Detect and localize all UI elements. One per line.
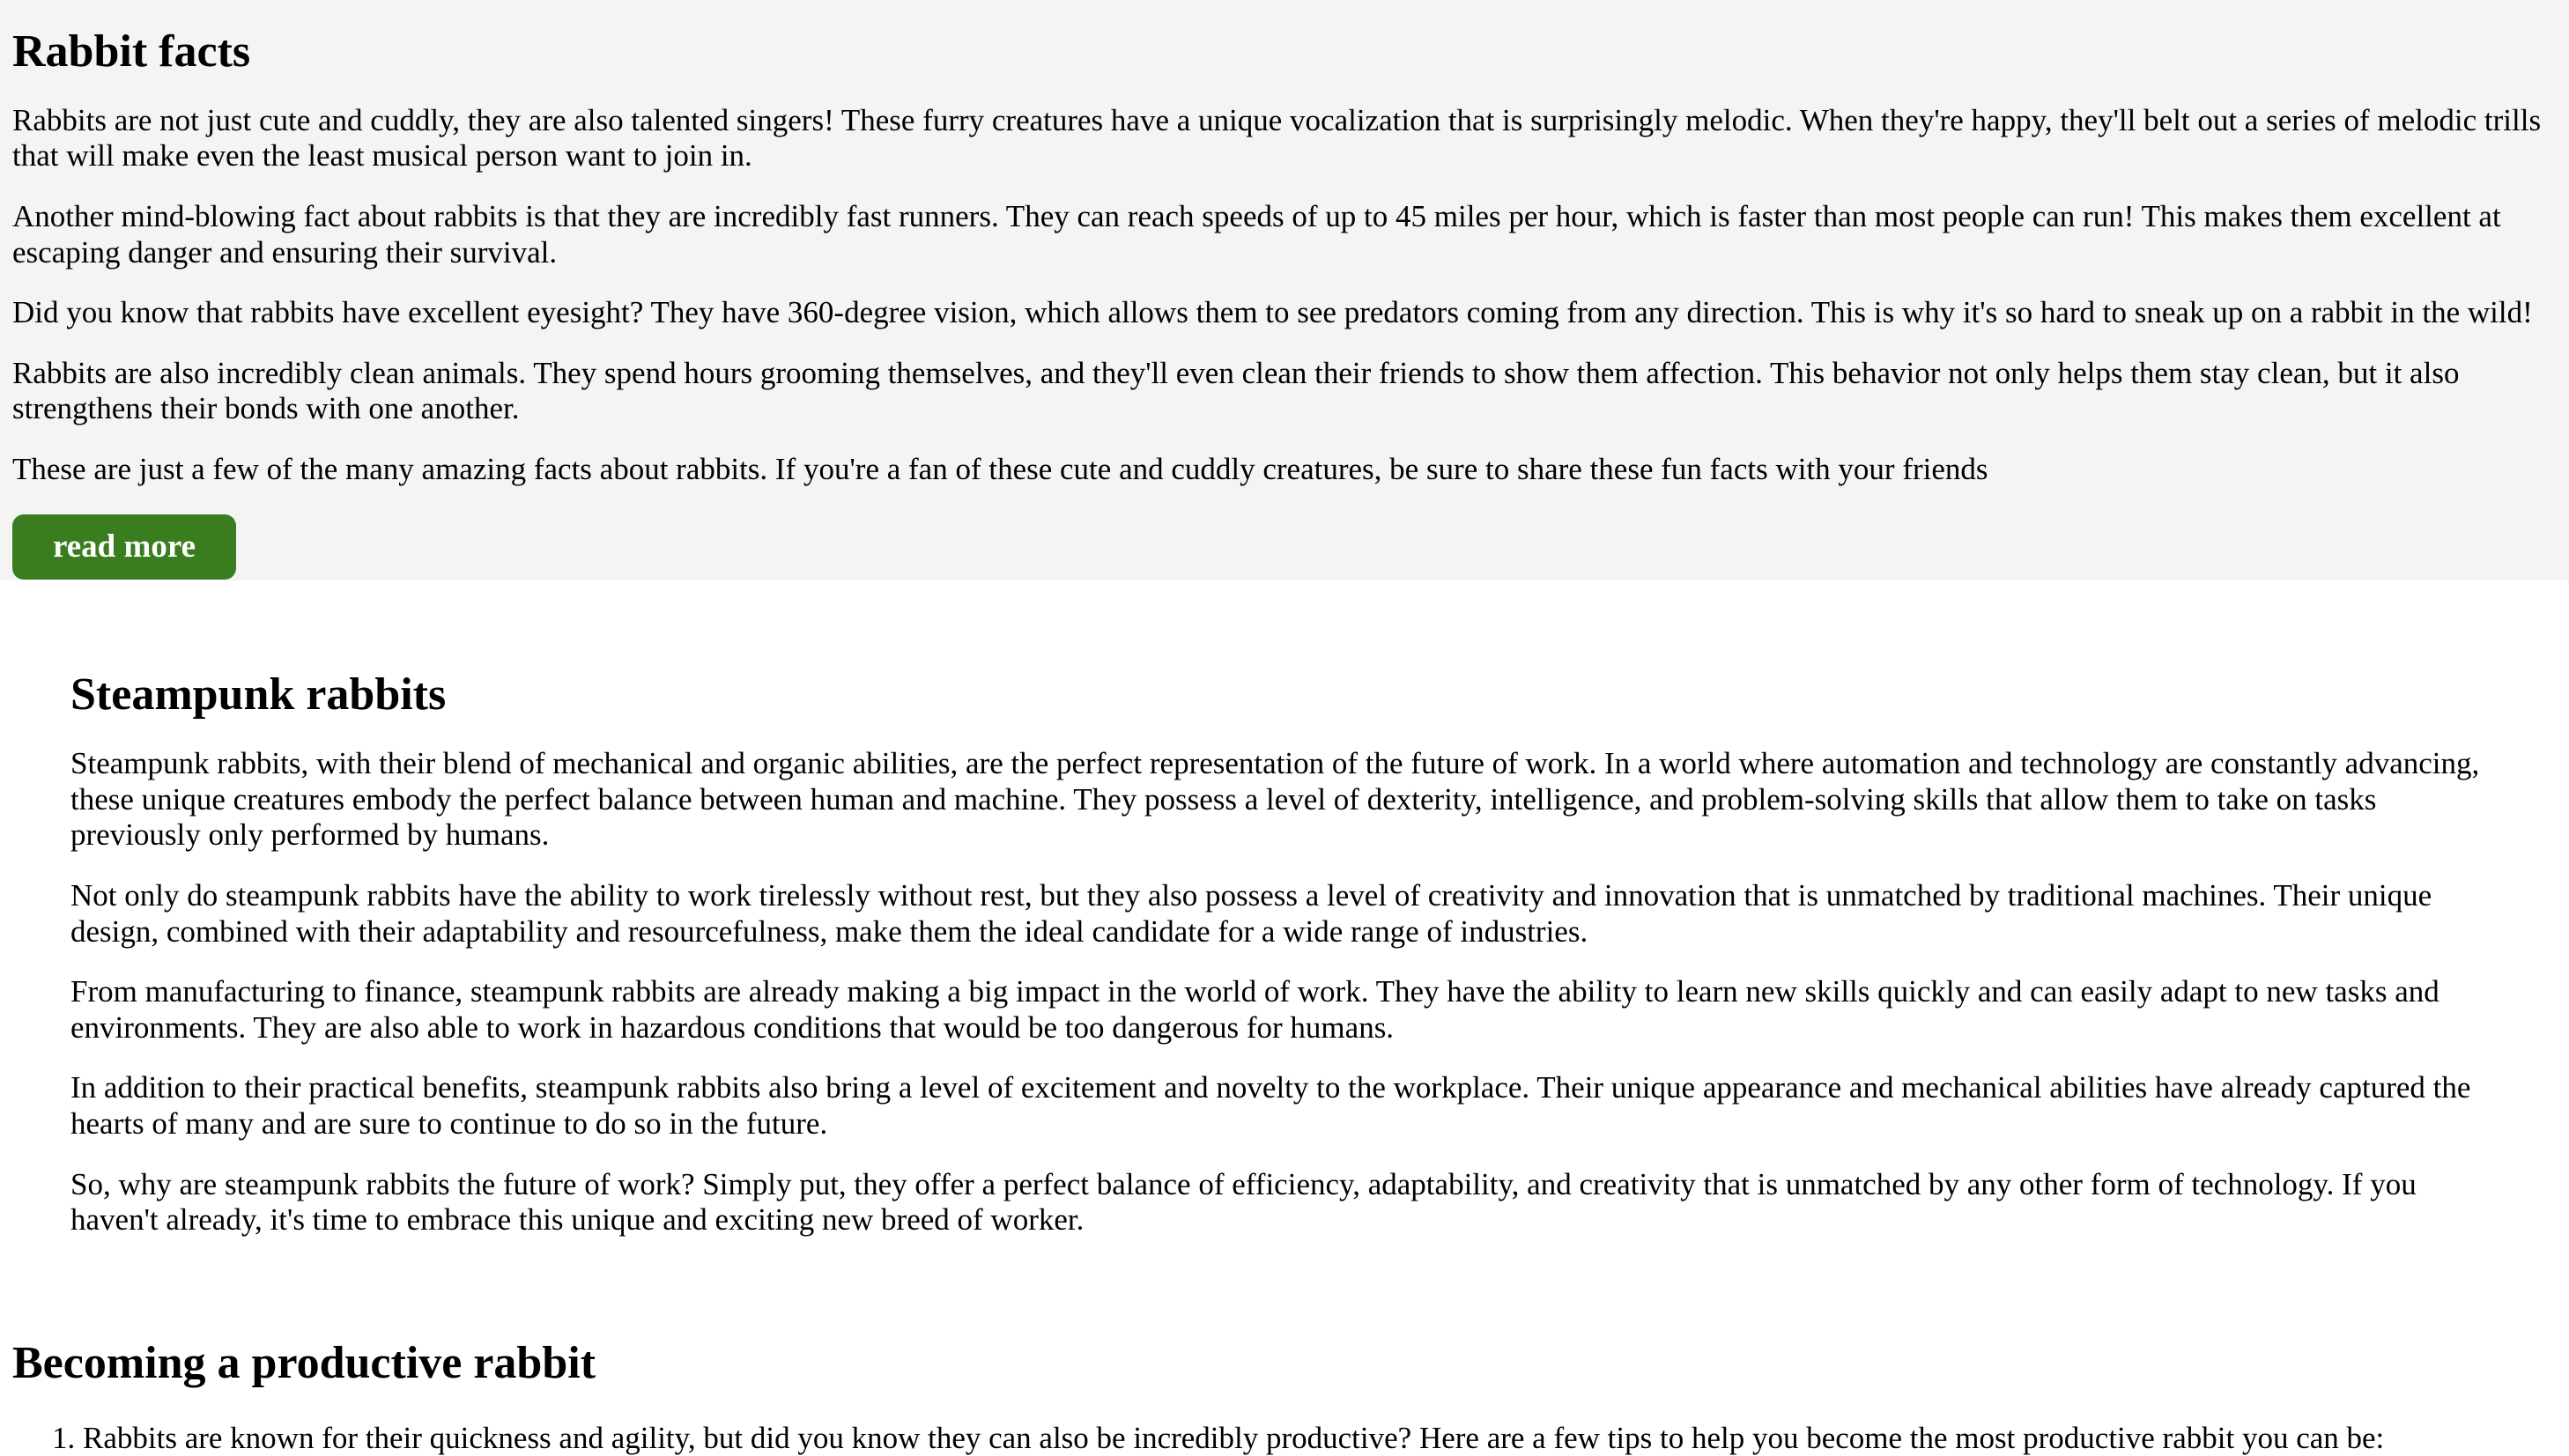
rabbit-facts-paragraph: Another mind-blowing fact about rabbits is that they are incredibly fast runners. They can reach speeds of up to 45 miles per hour, which is faster than most people can run! This makes them excellent at escaping danger and ensuring their survival.: [12, 198, 2501, 270]
productive-rabbit-heading: Becoming a productive rabbit: [12, 1337, 596, 1388]
list-item: 1. Rabbits are known for their quickness and agility, but did you know they can also be incredibly productive? Here are a few tips to help you become the most productive rabbit you can be:: [83, 1421, 2557, 1456]
steampunk-paragraph: In addition to their practical benefits, steampunk rabbits also bring a level of excitement and novelty to the workplace. Their unique appearance and mechanical abilities have already captured the hearts of many and are sure to continue to do so in the future.: [70, 1070, 2471, 1141]
rabbit-facts-section: [0, 0, 2569, 580]
rabbit-facts-paragraph: Rabbits are also incredibly clean animals. They spend hours grooming themselves, and they'll even clean their friends to show them affection. This behavior not only helps them stay clean, but it also strengthens their bonds with one another.: [12, 355, 2460, 426]
rabbit-facts-paragraph: These are just a few of the many amazing facts about rabbits. If you're a fan of these cute and cuddly creatures, be sure to share these fun facts with your friends: [12, 451, 1988, 486]
rabbit-facts-heading: Rabbit facts: [12, 26, 251, 77]
steampunk-paragraph: Not only do steampunk rabbits have the ability to work tirelessly without rest, but they also possess a level of creativity and innovation that is unmatched by traditional machines. Their unique design, combined with their adaptability and resourcefulness, make them the ideal candidate for a wide range of industries.: [70, 878, 2432, 949]
steampunk-paragraph: From manufacturing to finance, steampunk rabbits are already making a big impact in the world of work. They have the ability to learn new skills quickly and can easily adapt to new tasks and environments. They are also able to work in hazardous conditions that would be too dangerous for humans.: [70, 974, 2439, 1045]
read-more-button[interactable]: read more: [12, 514, 236, 580]
steampunk-rabbits-section: [35, 623, 2534, 1283]
steampunk-rabbits-heading: Steampunk rabbits: [70, 669, 447, 721]
steampunk-paragraph: Steampunk rabbits, with their blend of mechanical and organic abilities, are the perfect representation of the future of work. In a world where automation and technology are constantly advancing, these unique creatures embody the perfect balance between human and machine. They possess a level of dexterity, intelligence, and problem-solving skills that allow them to take on tasks previously only performed by humans.: [70, 746, 2480, 853]
productive-rabbit-section: [0, 1337, 2569, 1456]
rabbit-facts-paragraph: Rabbits are not just cute and cuddly, they are also talented singers! These furry creatures have a unique vocalization that is surprisingly melodic. When they're happy, they'll belt out a series of melodic trills that will make even the least musical person want to join in.: [12, 102, 2542, 174]
productivity-tips-list: [12, 1421, 2557, 1456]
steampunk-paragraph: So, why are steampunk rabbits the future of work? Simply put, they offer a perfect balance of efficiency, adaptability, and creativity that is unmatched by any other form of technology. If you haven't already, it's time to embrace this unique and exciting new breed of worker.: [70, 1166, 2417, 1238]
rabbit-facts-paragraph: Did you know that rabbits have excellent eyesight? They have 360-degree vision, which allows them to see predators coming from any direction. This is why it's so hard to sneak up on a rabbit in the wild!: [12, 295, 2533, 330]
